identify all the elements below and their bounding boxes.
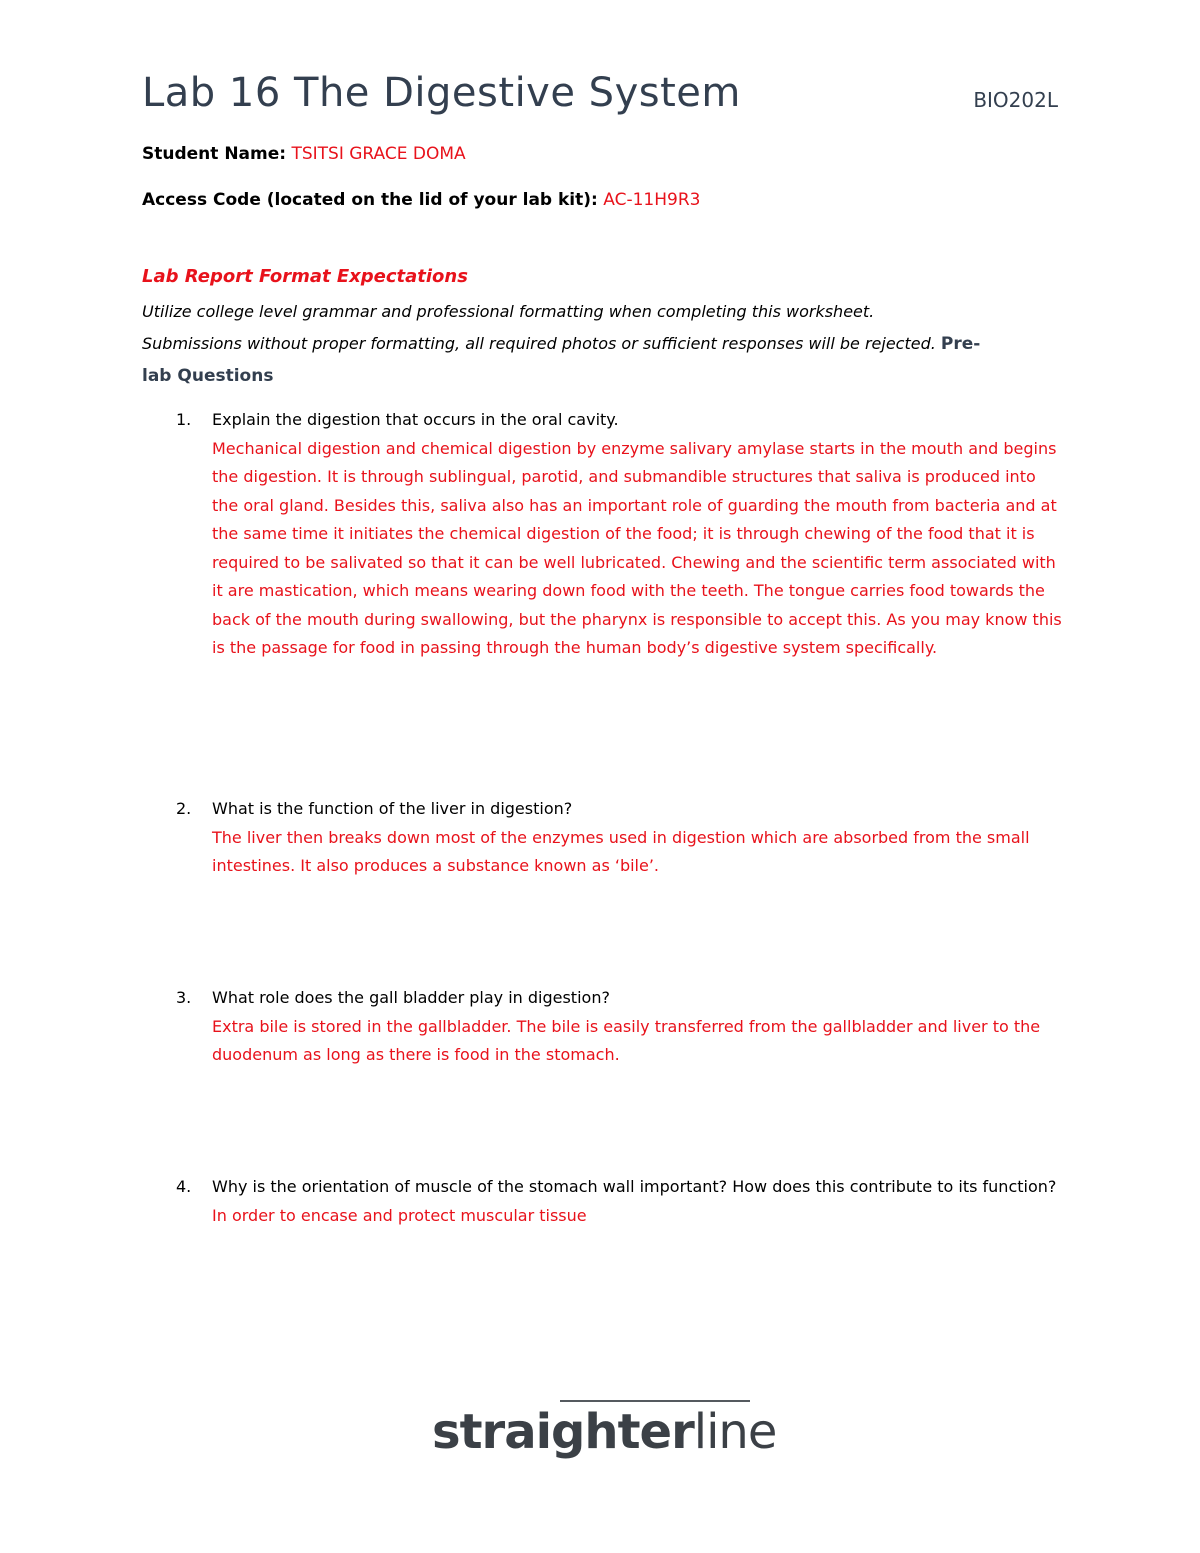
question-number: 1. xyxy=(176,410,192,429)
question-number: 2. xyxy=(176,799,192,818)
prelab-heading-part2: lab Questions xyxy=(142,366,274,386)
format-line-2 xyxy=(142,328,1062,360)
student-name-field xyxy=(142,144,466,164)
format-line-1: Utilize college level grammar and professional formatting when completing this worksheet. xyxy=(142,302,875,321)
prelab-heading-line xyxy=(142,360,1062,392)
question-item xyxy=(142,795,1062,881)
question-text: Explain the digestion that occurs in the oral cavity. xyxy=(212,410,619,429)
format-line-2-text: Submissions without proper formatting, all required photos or sufficient responses will be rejected. xyxy=(142,334,936,353)
answer-text: Extra bile is stored in the gallbladder. The bile is easily transferred from the gallbladder and liver to the duodenum as long as there is food in the stomach. xyxy=(212,1016,1041,1064)
question-number: 4. xyxy=(176,1177,192,1196)
page-title: Lab 16 The Digestive System xyxy=(142,70,741,116)
course-code: BIO202L xyxy=(973,88,1058,112)
access-code-label: Access Code (located on the lid of your lab kit): xyxy=(142,190,598,210)
prelab-heading-part1: Pre- xyxy=(940,334,981,354)
answer-text: Mechanical digestion and chemical digestion by enzyme salivary amylase starts in the mouth and begins the digestion. It is through sublingual, parotid, and submandible structures that saliva is produced into the oral gland. Besides this, saliva also has an important role of guarding the mouth from bacteria and at the same time it initiates the chemical digestion of the food; it is through chewing of the food that it is required to be salivated so that it can be well lubricated. Chewing and the scientific term associated with it are mastication, which means wearing down food with the teeth. The tongue carries food towards the back of the mouth during swallowing, but the pharynx is responsible to accept this. As you may know this is the passage for food in passing through the human body’s digestive system specifically. xyxy=(212,438,1062,657)
access-code-value: AC-11H9R3 xyxy=(603,190,701,210)
answer-text: In order to encase and protect muscular tissue xyxy=(212,1205,587,1225)
question-item xyxy=(142,406,1062,663)
format-expectations-text xyxy=(142,296,1062,392)
straighterline-logo xyxy=(432,1400,777,1470)
question-item xyxy=(142,984,1062,1070)
logo-wordmark-light: line xyxy=(693,1404,777,1460)
answer-text: The liver then breaks down most of the enzymes used in digestion which are absorbed from the small intestines. It also produces a substance known as ‘bile’. xyxy=(212,827,1030,875)
format-expectations-heading: Lab Report Format Expectations xyxy=(142,266,468,287)
logo-wordmark xyxy=(432,1404,776,1460)
question-item xyxy=(142,1173,1062,1230)
student-name-label: Student Name: xyxy=(142,144,287,164)
question-text: Why is the orientation of muscle of the stomach wall important? How does this contribute to its function? xyxy=(212,1177,1057,1196)
logo-overline xyxy=(560,1400,750,1402)
access-code-field xyxy=(142,190,700,210)
question-number: 3. xyxy=(176,988,192,1007)
question-text: What role does the gall bladder play in digestion? xyxy=(212,988,610,1007)
question-text: What is the function of the liver in digestion? xyxy=(212,799,573,818)
student-name-value: TSITSI GRACE DOMA xyxy=(291,144,466,164)
logo-wordmark-bold: straighter xyxy=(432,1404,694,1460)
